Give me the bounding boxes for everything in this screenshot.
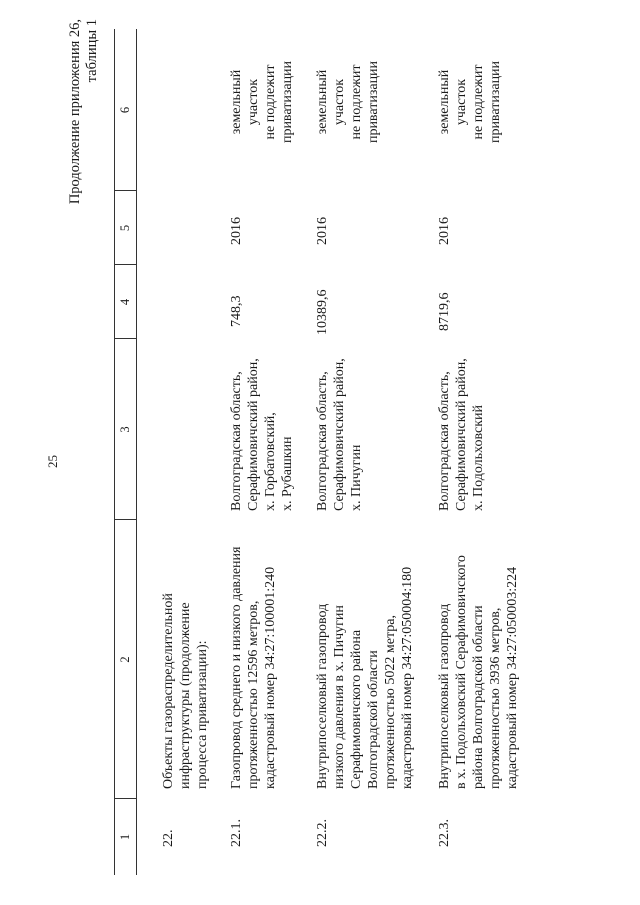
column-header: 1 xyxy=(118,833,132,841)
table-caption xyxy=(67,19,101,259)
object-name: Объекты газораспределительной инфраструктуры (продолжение процесса приватизации): xyxy=(161,593,210,789)
caption-line-1: Продолжение приложения 26, xyxy=(67,19,83,205)
object-length: 10389,6 xyxy=(315,289,330,335)
object-note: земельный участок не подлежит приватизации xyxy=(315,60,381,144)
row-number: 22. xyxy=(161,829,176,847)
object-year: 2016 xyxy=(315,217,330,245)
column-header: 3 xyxy=(118,426,132,433)
column-header: 2 xyxy=(118,656,132,663)
object-name: Внутрипоселковый газопровод в х. Подольховский Серафимовичского района Волгоградской области протяженностью 3936 метров, кадастровый номер 34:27:050003:224 xyxy=(437,555,520,789)
object-address: Волгоградская область, Серафимовичский район, х. Подольховский xyxy=(437,358,486,511)
column-header: 5 xyxy=(118,224,132,232)
object-name: Газопровод среднего и низкого давления протяженностью 12596 метров, кадастровый номер 34:27:100001:240 xyxy=(229,546,278,789)
row-number: 22.3. xyxy=(437,819,452,847)
object-note: земельный участок не подлежит приватизации xyxy=(437,60,503,144)
object-length: 8719,6 xyxy=(437,292,452,331)
column-header: 4 xyxy=(118,298,132,306)
column-header: 6 xyxy=(118,106,132,114)
caption-line-2: таблицы 1 xyxy=(84,19,100,83)
object-address: Волгоградская область, Серафимовичский район, х. Горбатовский, х. Рубашкин xyxy=(229,358,295,511)
object-address: Волгоградская область, Серафимовичский район, х. Пичугин xyxy=(315,358,364,511)
page-number: 25 xyxy=(45,455,60,468)
object-note: земельный участок не подлежит приватизации xyxy=(229,60,295,144)
object-name: Внутрипоселковый газопровод низкого давления в х. Пичугин Серафимовичского района Волгоградской области протяженностью 5022 метра, кадастровый номер 34:27:050004:180 xyxy=(315,566,415,789)
object-length: 748,3 xyxy=(229,295,244,327)
table-header-rule xyxy=(136,29,137,875)
row-number: 22.1. xyxy=(229,819,244,847)
object-year: 2016 xyxy=(229,217,244,245)
object-year: 2016 xyxy=(437,217,452,245)
row-number: 22.2. xyxy=(315,819,330,847)
